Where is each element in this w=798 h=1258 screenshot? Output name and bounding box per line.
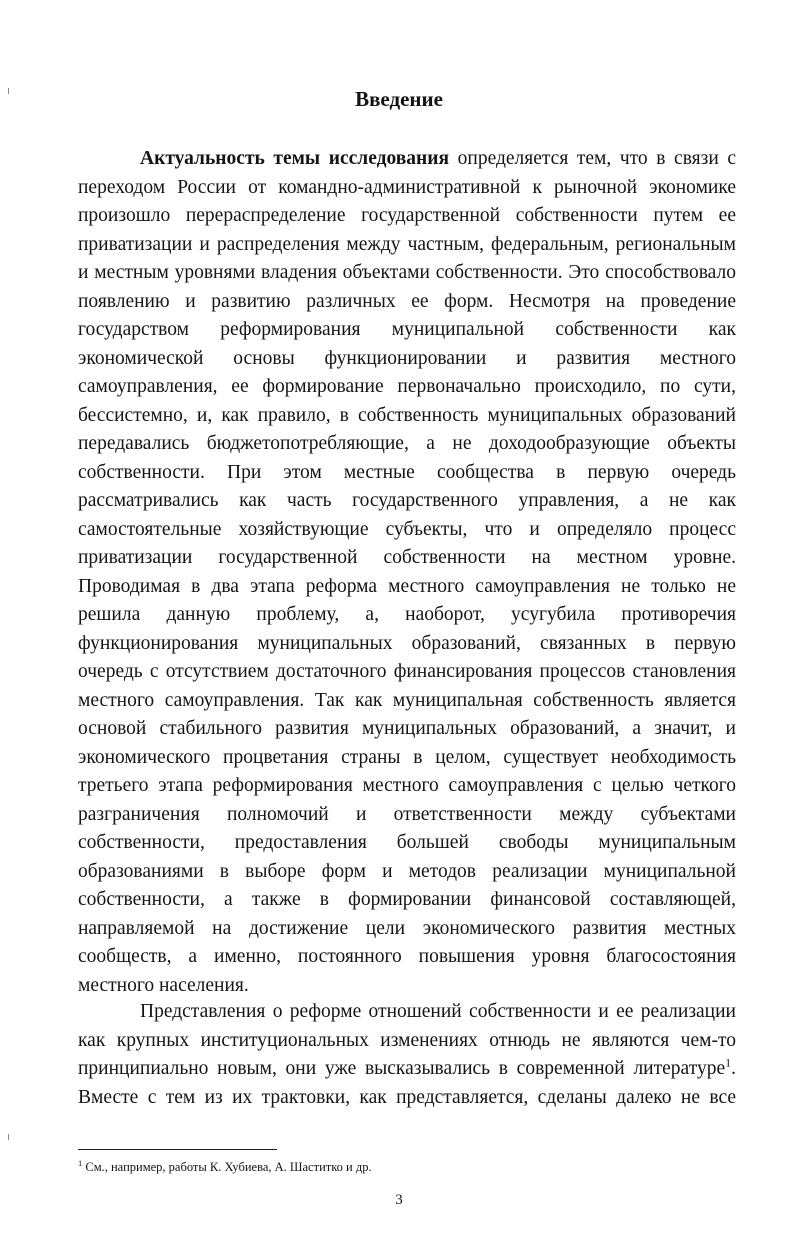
paragraph-1-line: функционирования муниципальных образований, связанных в первую: [78, 632, 736, 654]
paragraph-1-line: сообществ, а именно, постоянного повышения уровня благосостояния: [78, 946, 736, 967]
paragraph-1-line: произошло перераспределение государственной собственности путем ее: [78, 205, 736, 226]
paragraph-1-line: образованиями в выборе форм и методов реализации муниципальной: [78, 860, 736, 882]
paragraph-1-line: государством реформирования муниципальной собственности как: [78, 319, 736, 340]
paragraph-1-line: экономического процветания страны в целом, существует необходимость: [78, 746, 736, 768]
paragraph-1-line: самостоятельные хозяйствующие субъекты, что и определяло процесс: [78, 518, 736, 540]
paragraph-1-line: приватизации и распределения между частным, федеральным, региональным: [78, 233, 736, 255]
paragraph-2-line: принципиально новым, они уже высказывались в современной литературе$^1$.: [78, 1055, 736, 1079]
paragraph-1-line: рассматривались как часть государственного управления, а не как: [78, 490, 736, 511]
paragraph-1-line: местного населения.: [78, 974, 249, 996]
paragraph-1: [78, 145, 736, 1000]
paragraph-1-line: передавались бюджетопотребляющие, а не доходообразующие объекты: [78, 433, 736, 454]
paragraph-1-line: очередь с отсутствием достаточного финансирования процессов становления: [78, 661, 736, 682]
paragraph-1-line: местного самоуправления. Так как муниципальная собственность является: [78, 689, 736, 711]
footnote-marker: 1: [78, 1157, 83, 1168]
paragraph-1-line: экономической основы функционировании и развития местного: [78, 347, 736, 369]
paragraph-2-line: Представления о реформе отношений собственности и ее реализации: [140, 1001, 736, 1022]
paragraph-1-line: бессистемно, и, как правило, в собственность муниципальных образований: [78, 404, 736, 426]
footnote: [78, 1158, 372, 1176]
paragraph-1-line: появлению и развитию различных ее форм. Несмотря на проведение: [78, 290, 736, 312]
paragraph-1-line: собственности, а также в формировании финансовой составляющей,: [78, 889, 736, 910]
paragraph-1-line: самоуправления, ее формирование первоначально происходило, по сути,: [78, 376, 736, 397]
paragraph-2: [78, 998, 736, 1112]
footnote-reference[interactable]: 1: [725, 1055, 732, 1070]
page-number: 3: [395, 1192, 403, 1208]
paragraph-2-line: как крупных институциональных изменениях отнюдь не являются чем-то: [78, 1029, 736, 1051]
footnote-text: См., например, работы К. Хубиева, А. Шаститко и др.: [82, 1160, 372, 1174]
paragraph-1-line: третьего этапа реформирования местного самоуправления с целью четкого: [78, 775, 736, 796]
page-title: Введение: [355, 87, 443, 111]
paragraph-1-line: собственности. При этом местные сообщества в первую очередь: [78, 461, 736, 483]
paragraph-1-line: разграничения полномочий и ответственности между субъектами: [78, 803, 736, 825]
footnote-separator: [78, 1149, 277, 1150]
paragraph-1-line: приватизации государственной собственности на местном уровне.: [78, 547, 736, 568]
paragraph-1-line: основой стабильного развития муниципальных образований, а значит, и: [78, 718, 736, 739]
paragraph-2-line: Вместе с тем из их трактовки, как представляется, сделаны далеко не все: [78, 1086, 736, 1108]
paragraph-1-line: собственности, предоставления большей свободы муниципальным: [78, 832, 736, 853]
scan-artifact: [8, 1134, 9, 1140]
paragraph-1-line: и местным уровнями владения объектами собственности. Это способствовало: [78, 262, 736, 283]
paragraph-1-line: Актуальность темы исследования определяется тем, что в связи с: [140, 148, 736, 169]
paragraph-1-line: решила данную проблему, а, наоборот, усугубила противоречия: [78, 604, 736, 625]
paragraph-1-line: направляемой на достижение цели экономического развития местных: [78, 917, 736, 939]
paragraph-1-line: Проводимая в два этапа реформа местного самоуправления не только не: [78, 575, 736, 597]
lead-bold-phrase: Актуальность темы исследования: [140, 148, 450, 169]
paragraph-1-line: переходом России от командно-административной к рыночной экономике: [78, 176, 736, 198]
